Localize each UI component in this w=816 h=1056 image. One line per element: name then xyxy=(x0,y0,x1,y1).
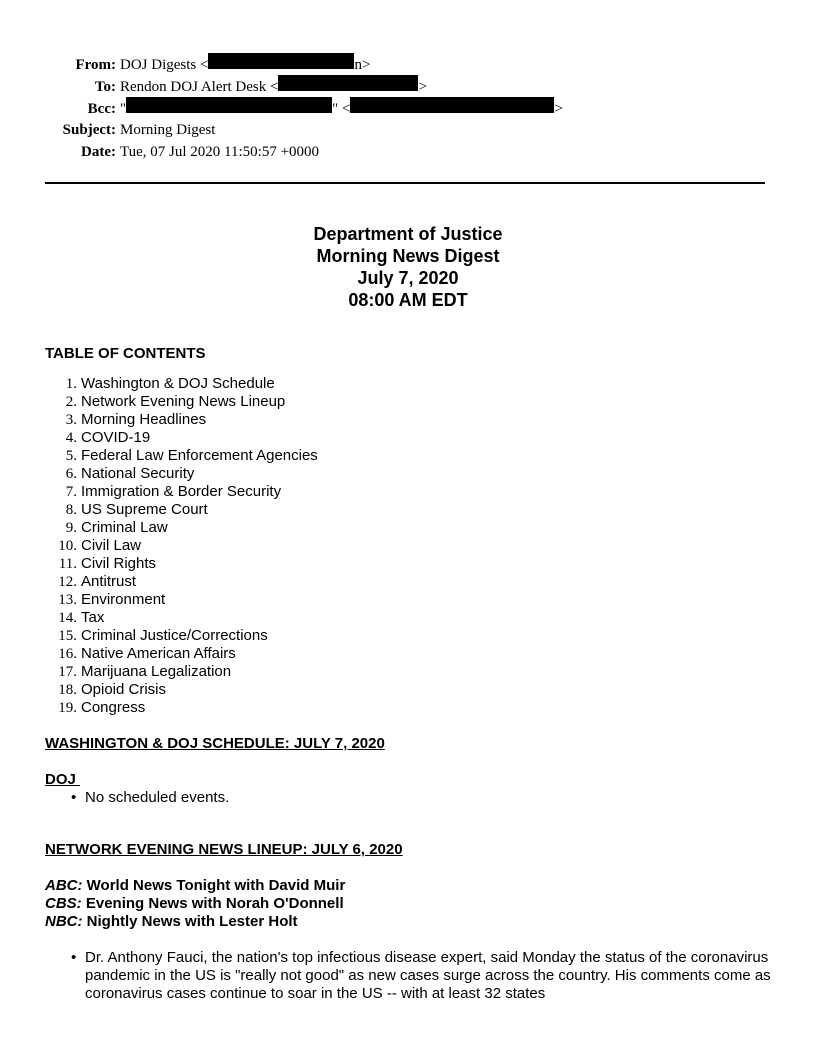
from-label: From: xyxy=(75,57,116,73)
toc-label: Network Evening News Lineup xyxy=(81,393,286,410)
to-label: To: xyxy=(94,79,116,95)
subject-row xyxy=(0,119,816,141)
digest-title xyxy=(0,223,816,311)
toc-number: 13. xyxy=(58,592,77,608)
title-line: Morning News Digest xyxy=(316,246,500,266)
bcc-open: " xyxy=(120,101,127,117)
toc-item xyxy=(45,681,775,699)
toc-number: 17. xyxy=(58,664,77,680)
toc-label: Antitrust xyxy=(81,573,137,590)
network-label: NBC: xyxy=(45,913,83,930)
title-line: Department of Justice xyxy=(313,224,503,244)
toc-label: Tax xyxy=(81,609,105,626)
toc-number: 11. xyxy=(58,556,77,572)
to-row xyxy=(0,75,816,97)
date-row xyxy=(0,141,816,163)
toc-item xyxy=(45,483,775,501)
show-name: Evening News with Norah O'Donnell xyxy=(85,895,344,912)
toc-number: 2. xyxy=(65,394,77,410)
header-divider xyxy=(45,182,765,184)
schedule-heading: WASHINGTON & DOJ SCHEDULE: JULY 7, 2020 xyxy=(45,735,385,752)
toc-item xyxy=(45,501,775,519)
list-item: • No scheduled events. xyxy=(45,789,775,807)
toc-label: Immigration & Border Security xyxy=(81,483,282,500)
toc-number: 4. xyxy=(65,430,77,446)
toc-item xyxy=(45,573,775,591)
title-line: July 7, 2020 xyxy=(357,268,459,288)
toc-number: 18. xyxy=(58,682,77,698)
bcc-row xyxy=(0,97,816,119)
toc-item xyxy=(45,699,775,717)
toc-number: 7. xyxy=(65,484,77,500)
lineup-row xyxy=(45,895,775,913)
toc-label: US Supreme Court xyxy=(81,501,208,518)
to-name: Rendon DOJ Alert Desk < xyxy=(120,79,279,95)
toc-number: 19. xyxy=(58,700,77,716)
toc-item xyxy=(45,393,775,411)
show-name: Nightly News with Lester Holt xyxy=(86,913,298,930)
bcc-mid: " < xyxy=(332,101,351,117)
show-name: World News Tonight with David Muir xyxy=(86,877,346,894)
toc-item xyxy=(45,609,775,627)
network-label: ABC: xyxy=(45,877,83,894)
toc-item xyxy=(45,645,775,663)
schedule-subheading xyxy=(45,771,775,789)
toc-number: 8. xyxy=(65,502,77,518)
title-line: 08:00 AM EDT xyxy=(348,290,468,310)
date-label: Date: xyxy=(81,144,116,160)
toc-number: 14. xyxy=(58,610,77,626)
toc-item xyxy=(45,555,775,573)
toc-label: Federal Law Enforcement Agencies xyxy=(81,447,318,464)
redaction-box xyxy=(126,97,332,113)
email-header xyxy=(0,53,816,163)
date-value: Tue, 07 Jul 2020 11:50:57 +0000 xyxy=(120,144,320,160)
lineup-row xyxy=(45,913,775,931)
schedule-list xyxy=(45,789,775,807)
toc-item xyxy=(45,375,775,393)
toc-label: Opioid Crisis xyxy=(81,681,167,698)
toc-item xyxy=(45,429,775,447)
toc-label: Native American Affairs xyxy=(81,645,236,662)
toc-label: Marijuana Legalization xyxy=(81,663,232,680)
toc-label: Washington & DOJ Schedule xyxy=(81,375,275,392)
redaction-box xyxy=(208,53,354,69)
lineup-heading: NETWORK EVENING NEWS LINEUP: JULY 6, 2020 xyxy=(45,841,403,858)
subject-value: Morning Digest xyxy=(120,122,216,138)
toc-label: Criminal Justice/Corrections xyxy=(81,627,268,644)
lineup-row xyxy=(45,877,775,895)
from-row xyxy=(0,53,816,75)
bcc-label: Bcc: xyxy=(87,101,116,117)
toc-number: 12. xyxy=(58,574,77,590)
from-tail: n> xyxy=(354,57,371,73)
toc-number: 16. xyxy=(58,646,77,662)
redaction-box xyxy=(350,97,554,113)
list-item: • Dr. Anthony Fauci, the nation's top infectious disease expert, said Monday the status of the coronavirus pandemic in the US is "really not good" as new cases surge across the country. His comments come as coronavirus cases continue to soar in the US -- with at least 32 states xyxy=(45,949,775,1003)
toc-label: Environment xyxy=(81,591,166,608)
toc-item xyxy=(45,663,775,681)
from-name: DOJ Digests < xyxy=(120,57,209,73)
toc-label: COVID-19 xyxy=(81,429,151,446)
toc-label: National Security xyxy=(81,465,195,482)
toc-item xyxy=(45,591,775,609)
network-label: CBS: xyxy=(45,895,82,912)
lineup-stories xyxy=(45,949,775,1003)
toc-list xyxy=(45,375,775,717)
toc-label: Civil Rights xyxy=(81,555,157,572)
toc-number: 15. xyxy=(58,628,77,644)
toc-item xyxy=(45,537,775,555)
toc-number: 10. xyxy=(58,538,77,554)
toc-number: 6. xyxy=(65,466,77,482)
toc-number: 1. xyxy=(65,376,77,392)
toc-label: Morning Headlines xyxy=(81,411,207,428)
subject-label: Subject: xyxy=(62,122,116,138)
toc-label: Criminal Law xyxy=(81,519,168,536)
toc-item xyxy=(45,447,775,465)
toc-label: Congress xyxy=(81,699,146,716)
digest-body xyxy=(45,345,775,1003)
toc-number: 5. xyxy=(65,448,77,464)
to-tail: > xyxy=(418,79,427,95)
bcc-tail: > xyxy=(554,101,563,117)
toc-heading: TABLE OF CONTENTS xyxy=(45,345,206,362)
doj-label: DOJ xyxy=(45,771,76,788)
toc-item xyxy=(45,465,775,483)
toc-number: 3. xyxy=(65,412,77,428)
toc-item xyxy=(45,519,775,537)
toc-item xyxy=(45,411,775,429)
toc-item xyxy=(45,627,775,645)
toc-label: Civil Law xyxy=(81,537,142,554)
redaction-box xyxy=(278,75,418,91)
toc-number: 9. xyxy=(65,520,77,536)
